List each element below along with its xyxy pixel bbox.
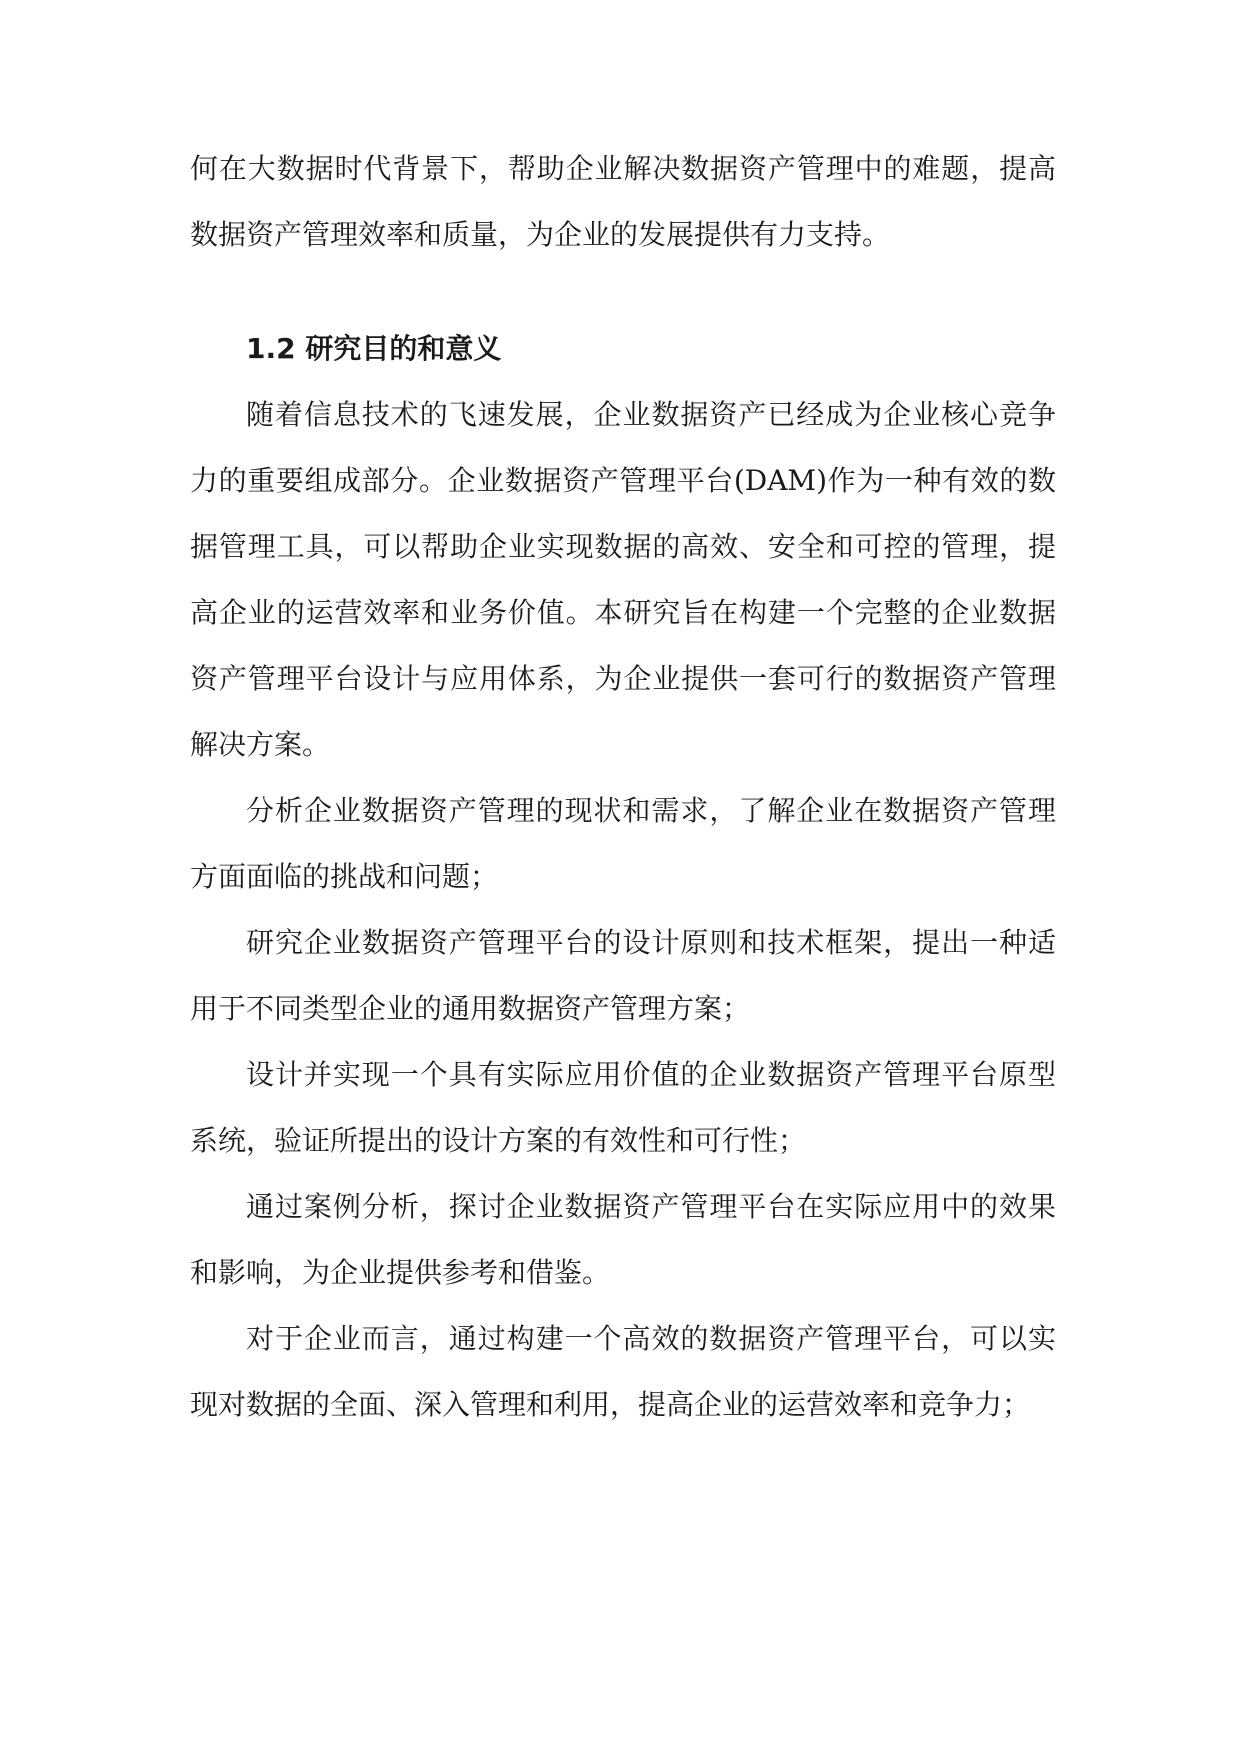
intro-paragraph: 何在大数据时代背景下，帮助企业解决数据资产管理中的难题，提高数据资产管理效率和质量，为企业的发展提供有力支持。 <box>190 152 1056 251</box>
body-paragraph-2: 分析企业数据资产管理的现状和需求，了解企业在数据资产管理方面面临的挑战和问题； <box>190 794 1056 893</box>
document-body <box>190 136 1056 1438</box>
section-heading: 1.2 研究目的和意义 <box>246 332 502 365</box>
section-spacer <box>190 268 1056 316</box>
body-paragraph-5: 通过案例分析，探讨企业数据资产管理平台在实际应用中的效果和影响，为企业提供参考和借鉴。 <box>190 1190 1056 1289</box>
body-paragraph-6: 对于企业而言，通过构建一个高效的数据资产管理平台，可以实现对数据的全面、深入管理和利用，提高企业的运营效率和竞争力； <box>190 1322 1056 1421</box>
body-paragraph-3: 研究企业数据资产管理平台的设计原则和技术框架，提出一种适用于不同类型企业的通用数据资产管理方案； <box>190 926 1056 1025</box>
body-paragraph-1: 随着信息技术的飞速发展，企业数据资产已经成为企业核心竞争力的重要组成部分。企业数据资产管理平台(DAM)作为一种有效的数据管理工具，可以帮助企业实现数据的高效、安全和可控的管理，提高企业的运营效率和业务价值。本研究旨在构建一个完整的企业数据资产管理平台设计与应用体系，为企业提供一套可行的数据资产管理解决方案。 <box>190 398 1056 761</box>
body-paragraph-4: 设计并实现一个具有实际应用价值的企业数据资产管理平台原型系统，验证所提出的设计方案的有效性和可行性； <box>190 1058 1056 1157</box>
